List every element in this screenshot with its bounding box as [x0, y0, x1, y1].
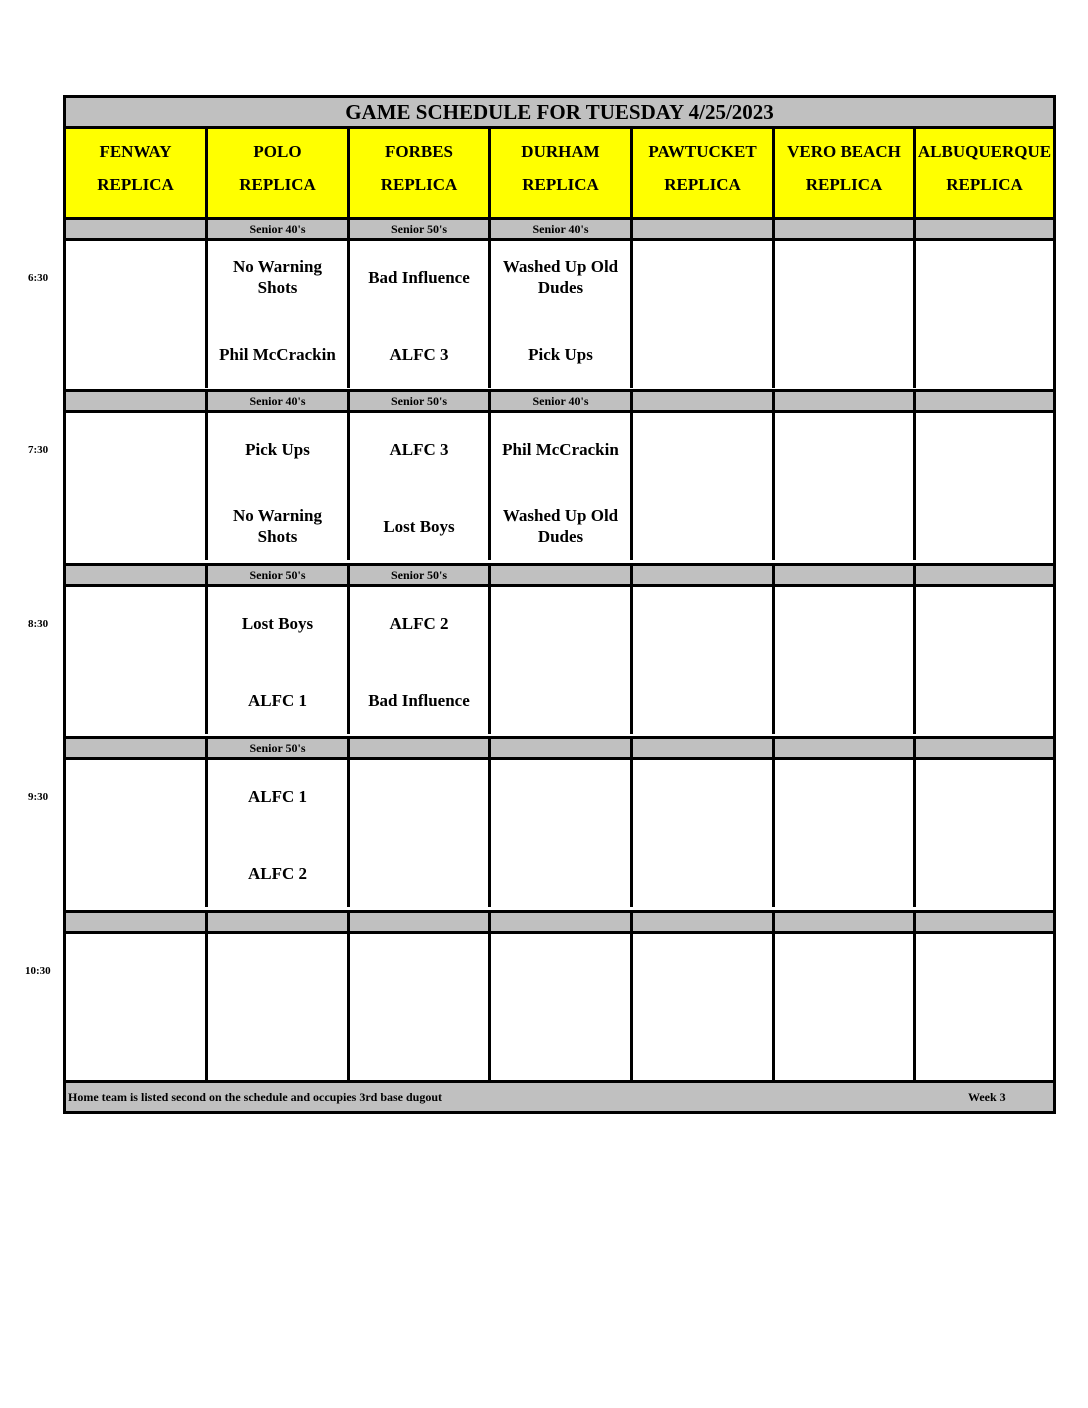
- division-band: [66, 389, 1053, 413]
- division-label: [66, 566, 208, 584]
- game-cell: [66, 760, 208, 907]
- game-cell: [491, 760, 633, 907]
- division-label: [916, 220, 1053, 238]
- field-header: [350, 129, 491, 217]
- division-label: [775, 566, 916, 584]
- visiting-team: Phil McCrackin: [502, 439, 619, 459]
- field-header: [491, 129, 633, 217]
- visiting-team: ALFC 3: [389, 439, 449, 459]
- field-header: [633, 129, 775, 217]
- division-label: [491, 739, 633, 757]
- game-cell: [491, 413, 633, 560]
- division-label: [350, 913, 491, 931]
- game-cell: [916, 241, 1053, 388]
- game-cell: [916, 760, 1053, 907]
- game-cell: [775, 587, 916, 734]
- visiting-team: ALFC 1: [247, 786, 308, 806]
- footer-bar: [66, 1080, 1053, 1111]
- game-cell: [208, 760, 350, 907]
- game-cell: [350, 760, 491, 907]
- home-team: Bad Influence: [368, 690, 470, 710]
- game-cell: [633, 241, 775, 388]
- home-team: ALFC 3: [389, 344, 449, 364]
- game-cell: [66, 241, 208, 388]
- game-cell: [350, 413, 491, 560]
- game-cell: [633, 587, 775, 734]
- division-band: [66, 563, 1053, 587]
- visiting-team: ALFC 2: [389, 613, 449, 633]
- schedule-title: GAME SCHEDULE FOR TUESDAY 4/25/2023: [66, 98, 1053, 129]
- game-cell: [916, 934, 1053, 1081]
- game-cell: [775, 241, 916, 388]
- field-header: [66, 129, 208, 217]
- division-label: [491, 913, 633, 931]
- time-label: 7:30: [28, 444, 49, 456]
- division-band: [66, 217, 1053, 241]
- division-label: Senior 50's: [350, 220, 491, 238]
- game-cell: [916, 413, 1053, 560]
- division-label: [916, 913, 1053, 931]
- field-name: FENWAY: [99, 142, 172, 161]
- division-label: [66, 392, 208, 410]
- game-cell: [66, 413, 208, 560]
- visiting-team: Washed Up Old Dudes: [502, 257, 619, 297]
- division-label: Senior 50's: [208, 566, 350, 584]
- field-header: [208, 129, 350, 217]
- field-name: VERO BEACH: [787, 142, 901, 161]
- game-cell: [633, 413, 775, 560]
- division-label: [775, 392, 916, 410]
- division-label: [775, 739, 916, 757]
- game-cell: [633, 760, 775, 907]
- division-label: Senior 50's: [208, 739, 350, 757]
- home-team: Lost Boys: [383, 516, 455, 536]
- division-label: [66, 739, 208, 757]
- division-label: [66, 220, 208, 238]
- division-label: [916, 566, 1053, 584]
- division-band: [66, 736, 1053, 760]
- game-cell: [208, 241, 350, 388]
- time-label: 9:30: [28, 791, 49, 803]
- field-subtitle: REPLICA: [664, 175, 741, 194]
- game-cell: [66, 934, 208, 1081]
- division-label: [775, 220, 916, 238]
- field-name: PAWTUCKET: [648, 142, 757, 161]
- division-label: [633, 739, 775, 757]
- division-label: [350, 739, 491, 757]
- field-name: ALBUQUERQUE: [917, 142, 1052, 161]
- game-cell: [775, 413, 916, 560]
- time-label: 6:30: [28, 272, 49, 284]
- home-team: No Warning Shots: [233, 506, 322, 546]
- division-label: [208, 913, 350, 931]
- time-label: 8:30: [28, 618, 49, 630]
- division-label: [633, 220, 775, 238]
- home-team: ALFC 2: [247, 863, 308, 883]
- game-cell: [208, 934, 350, 1081]
- home-team: Pick Ups: [528, 344, 593, 364]
- visiting-team: No Warning Shots: [233, 257, 322, 297]
- division-label: [633, 566, 775, 584]
- division-label: [491, 566, 633, 584]
- home-team: Washed Up Old Dudes: [502, 506, 619, 546]
- field-subtitle: REPLICA: [522, 175, 599, 194]
- field-subtitle: REPLICA: [239, 175, 316, 194]
- visiting-team: Lost Boys: [241, 613, 314, 633]
- week-label: Week 3: [968, 1090, 1006, 1104]
- home-team: Phil McCrackin: [219, 344, 336, 364]
- game-cell: [66, 587, 208, 734]
- game-cell: [350, 587, 491, 734]
- field-header: [775, 129, 916, 217]
- division-label: Senior 50's: [350, 392, 491, 410]
- field-subtitle: REPLICA: [946, 175, 1023, 194]
- division-label: Senior 40's: [208, 220, 350, 238]
- game-cell: [775, 760, 916, 907]
- field-subtitle: REPLICA: [380, 175, 458, 194]
- division-label: [66, 913, 208, 931]
- field-name: DURHAM: [521, 142, 600, 161]
- division-label: [633, 392, 775, 410]
- game-cell: [633, 934, 775, 1081]
- field-subtitle: REPLICA: [805, 175, 883, 194]
- game-cell: [916, 587, 1053, 734]
- division-band: [66, 910, 1053, 934]
- division-label: [775, 913, 916, 931]
- game-cell: [350, 241, 491, 388]
- division-label: Senior 40's: [491, 392, 633, 410]
- home-team-note: Home team is listed second on the schedule and occupies 3rd base dugout: [68, 1090, 443, 1104]
- game-cell: [208, 413, 350, 560]
- field-name: FORBES: [384, 142, 454, 161]
- game-cell: [491, 241, 633, 388]
- game-cell: [350, 934, 491, 1081]
- schedule-table: [63, 95, 1056, 1114]
- division-label: [916, 739, 1053, 757]
- home-team: ALFC 1: [247, 690, 308, 710]
- field-header: [916, 129, 1053, 217]
- game-cell: [208, 587, 350, 734]
- visiting-team: Bad Influence: [368, 267, 470, 287]
- time-label: 10:30: [25, 965, 51, 977]
- game-cell: [775, 934, 916, 1081]
- division-label: Senior 50's: [350, 566, 491, 584]
- visiting-team: Pick Ups: [245, 439, 310, 459]
- game-cell: [491, 587, 633, 734]
- division-label: [633, 913, 775, 931]
- field-name: POLO: [253, 142, 302, 161]
- division-label: Senior 40's: [491, 220, 633, 238]
- division-label: [916, 392, 1053, 410]
- division-label: Senior 40's: [208, 392, 350, 410]
- field-subtitle: REPLICA: [97, 175, 174, 194]
- game-cell: [491, 934, 633, 1081]
